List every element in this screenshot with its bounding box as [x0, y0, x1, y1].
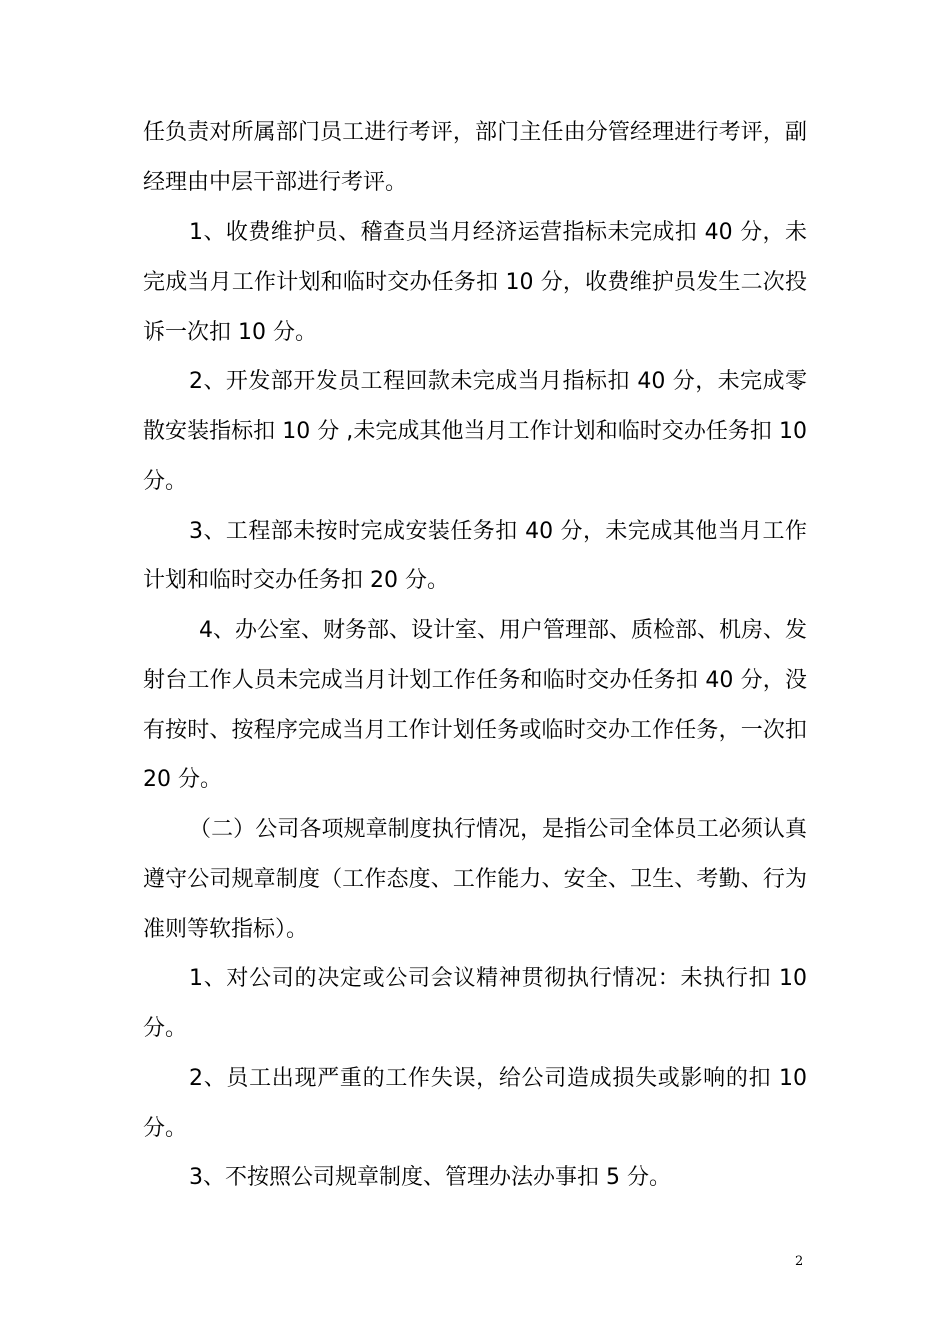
text-line-1: 任负责对所属部门员工进行考评，部门主任由分管经理进行考评，副: [143, 120, 807, 145]
text-line-14: 20 分。: [143, 767, 222, 792]
text-line-13: 有按时、按程序完成当月工作计划任务或临时交办工作任务，一次扣: [143, 718, 807, 743]
text-line-2: 经理由中层干部进行考评。: [143, 170, 408, 195]
text-line-19: 分。: [143, 1016, 188, 1041]
text-line-20: 2、员工出现严重的工作失误，给公司造成损失或影响的扣 10: [189, 1066, 807, 1091]
text-line-18: 1、对公司的决定或公司会议精神贯彻执行情况：未执行扣 10: [189, 966, 807, 991]
text-line-9: 3、工程部未按时完成安装任务扣 40 分，未完成其他当月工作: [189, 519, 807, 544]
text-line-11: 4、办公室、财务部、设计室、用户管理部、质检部、机房、发: [199, 618, 807, 643]
text-line-12: 射台工作人员未完成当月计划工作任务和临时交办任务扣 40 分，没: [143, 668, 807, 693]
text-line-8: 分。: [143, 469, 188, 494]
text-line-17: 准则等软指标）。: [143, 917, 309, 942]
text-line-16: 遵守公司规章制度（工作态度、工作能力、安全、卫生、考勤、行为: [143, 867, 807, 892]
text-line-7: 散安装指标扣 10 分 ,未完成其他当月工作计划和临时交办任务扣 10: [143, 419, 807, 444]
text-line-3: 1、收费维护员、稽查员当月经济运营指标未完成扣 40 分，未: [189, 220, 807, 245]
text-line-22: 3、不按照公司规章制度、管理办法办事扣 5 分。: [189, 1165, 671, 1190]
page-number: 2: [795, 1254, 804, 1269]
text-line-15: （二）公司各项规章制度执行情况，是指公司全体员工必须认真: [189, 817, 807, 842]
text-line-4: 完成当月工作计划和临时交办任务扣 10 分，收费维护员发生二次投: [143, 270, 807, 295]
text-line-10: 计划和临时交办任务扣 20 分。: [143, 568, 449, 593]
text-line-21: 分。: [143, 1116, 188, 1141]
text-line-6: 2、开发部开发员工程回款未完成当月指标扣 40 分，未完成零: [189, 369, 807, 394]
text-line-5: 诉一次扣 10 分。: [143, 320, 317, 345]
